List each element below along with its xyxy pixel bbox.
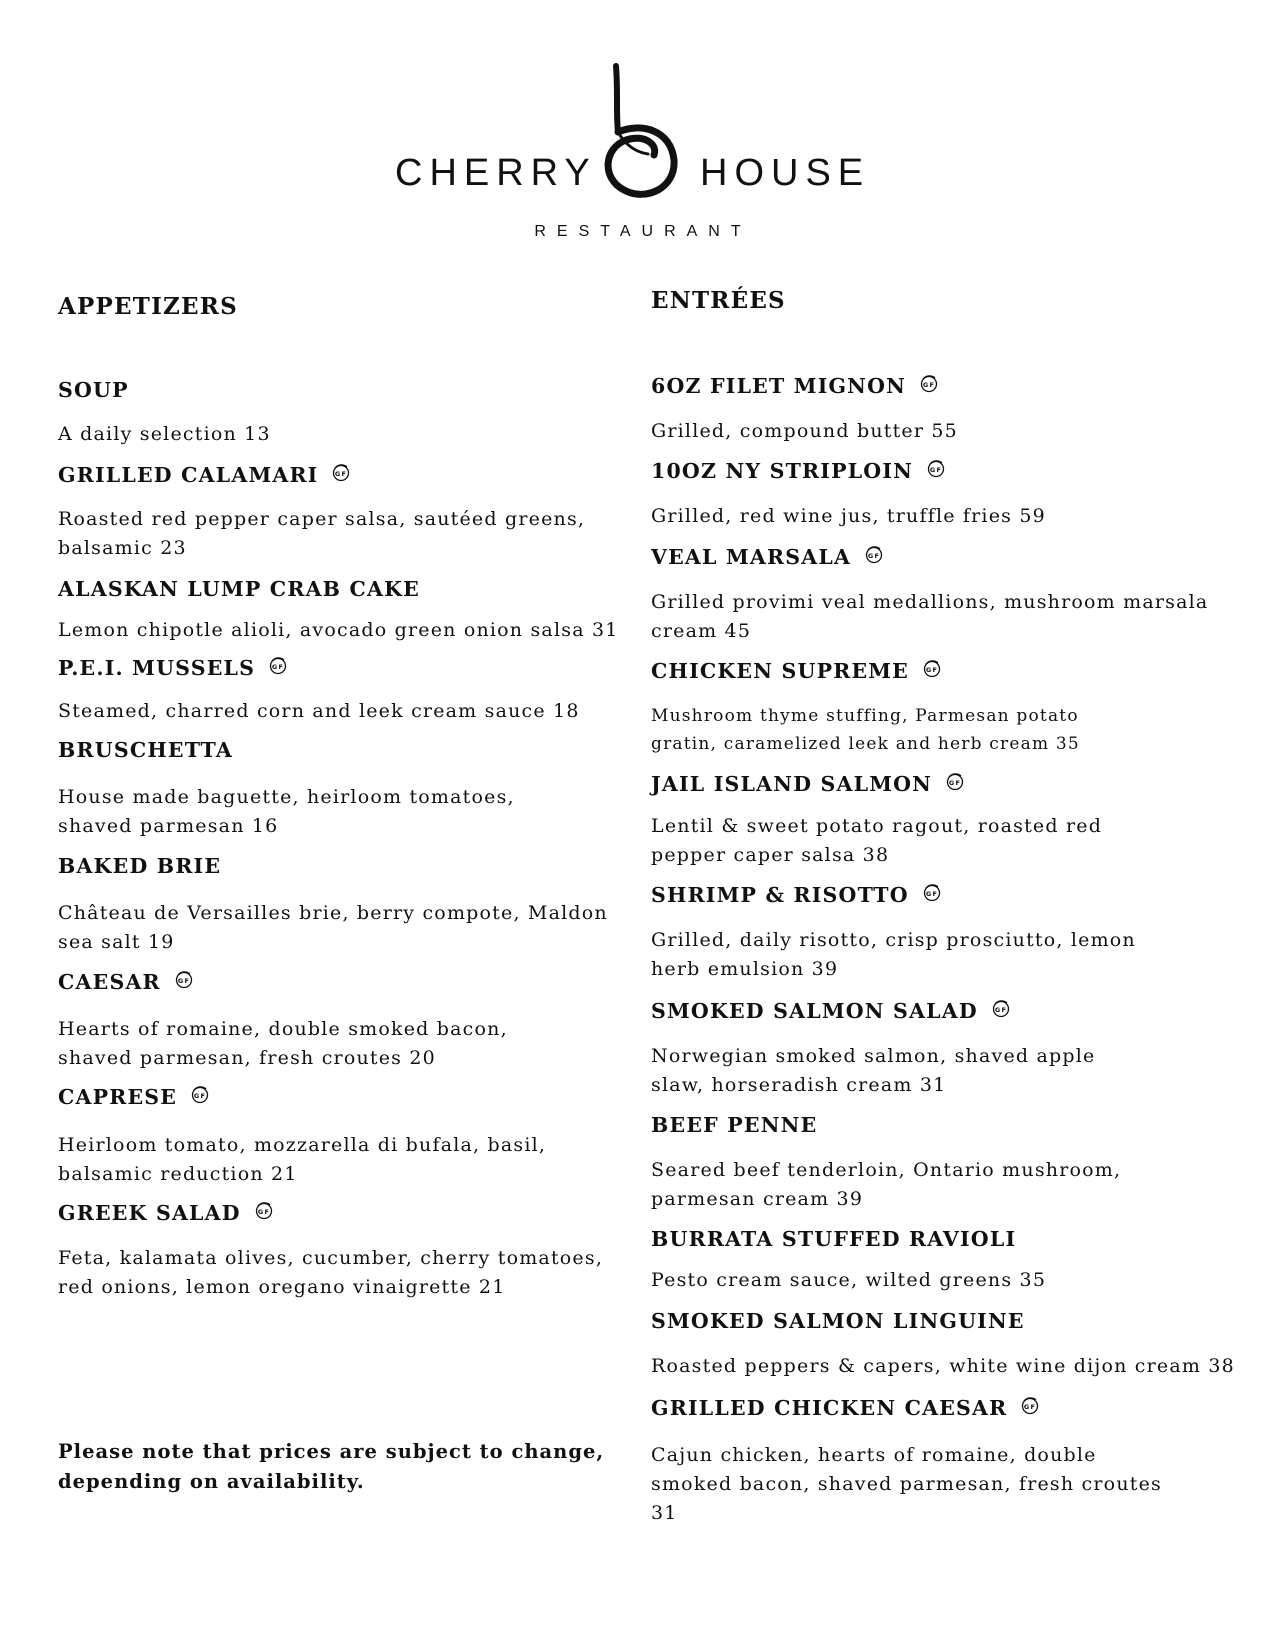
menu-item-desc: House made baguette, heirloom tomatoes, shaved parmesan 16: [58, 786, 515, 837]
svg-text:GF: GF: [930, 466, 943, 474]
menu-item-name: 10OZ NY STRIPLOIN GF: [651, 459, 946, 483]
svg-text:GF: GF: [925, 890, 938, 898]
menu-item-name: ALASKAN LUMP CRAB CAKE: [58, 577, 420, 601]
menu-item-desc: Hearts of romaine, double smoked bacon, shaved parmesan, fresh croutes 20: [58, 1018, 508, 1069]
logo-subtitle: RESTAURANT: [534, 223, 752, 240]
menu-item-name: GRILLED CALAMARI GF: [58, 463, 351, 487]
gluten-free-icon: [922, 658, 942, 678]
menu-item-name: SMOKED SALMON SALAD GF: [651, 999, 1011, 1023]
menu-item-desc: Cajun chicken, hearts of romaine, double smoked bacon, shaved parmesan, fresh croutes 31: [651, 1444, 1162, 1524]
restaurant-logo: [0, 60, 1275, 250]
gluten-free-icon: [991, 998, 1011, 1018]
svg-text:GF: GF: [925, 666, 939, 674]
menu-item-desc: Mushroom thyme stuffing, Parmesan potato gratin, caramelized leek and herb cream 35: [651, 706, 1080, 754]
svg-text:GF: GF: [257, 1208, 270, 1216]
gluten-free-icon: [945, 771, 965, 791]
menu-item-desc: Grilled, compound butter 55: [651, 420, 958, 442]
menu-item-desc: Norwegian smoked salmon, shaved apple slaw, horseradish cream 31: [651, 1045, 1096, 1096]
svg-text:GF: GF: [177, 977, 190, 985]
menu-item-desc: Steamed, charred corn and leek cream sauce 18: [58, 700, 580, 722]
gluten-free-icon: [331, 462, 351, 482]
svg-text:GF: GF: [1024, 1403, 1037, 1411]
menu-item-name: BRUSCHETTA: [58, 738, 233, 762]
gluten-free-icon: [254, 1200, 274, 1220]
svg-text:GF: GF: [194, 1092, 207, 1100]
gluten-free-icon: [190, 1084, 210, 1104]
gluten-free-icon: [919, 373, 939, 393]
menu-item-name: CHICKEN SUPREME GF: [651, 659, 942, 683]
menu-item-desc: Lemon chipotle alioli, avocado green onion salsa 31: [58, 619, 619, 641]
menu-item-name: CAPRESE GF: [58, 1085, 210, 1109]
svg-text:GF: GF: [949, 779, 962, 787]
logo-name-left: CHERRY: [395, 152, 597, 194]
svg-text:GF: GF: [994, 1006, 1007, 1014]
gluten-free-icon: [922, 882, 942, 902]
svg-text:GF: GF: [923, 381, 936, 389]
menu-item-desc: Château de Versailles brie, berry compote, Maldon sea salt 19: [58, 902, 608, 953]
menu-item-desc: Roasted red pepper caper salsa, sautéed greens, balsamic 23: [58, 508, 586, 559]
menu-item-name: BURRATA STUFFED RAVIOLI: [651, 1227, 1017, 1251]
menu-item-name: GRILLED CHICKEN CAESAR GF: [651, 1396, 1040, 1420]
menu-item-name: SHRIMP & RISOTTO GF: [651, 883, 942, 907]
menu-item-name: BEEF PENNE: [651, 1113, 818, 1137]
gluten-free-icon: [864, 544, 884, 564]
svg-text:GF: GF: [272, 663, 285, 671]
menu-item-name: P.E.I. MUSSELS GF: [58, 656, 288, 680]
menu-item-name: JAIL ISLAND SALMON GF: [651, 772, 965, 796]
menu-item-name: GREEK SALAD GF: [58, 1201, 274, 1225]
gluten-free-icon: [268, 655, 288, 675]
menu-item-desc: Grilled provimi veal medallions, mushroom marsala cream 45: [651, 591, 1209, 642]
menu-item-desc: Roasted peppers & capers, white wine dijon cream 38: [651, 1355, 1235, 1377]
cherry-fork-icon: [596, 60, 706, 210]
menu-item-desc: Lentil & sweet potato ragout, roasted red pepper caper salsa 38: [651, 815, 1103, 866]
menu-item-desc: Seared beef tenderloin, Ontario mushroom, parmesan cream 39: [651, 1159, 1122, 1210]
menu-item-name: 6OZ FILET MIGNON GF: [651, 374, 939, 398]
menu-item-desc: Heirloom tomato, mozzarella di bufala, basil, balsamic reduction 21: [58, 1134, 547, 1185]
appetizers-title: APPETIZERS: [58, 293, 238, 320]
logo-name-right: HOUSE: [700, 152, 871, 194]
menu-item-name: BAKED BRIE: [58, 854, 222, 878]
svg-text:GF: GF: [335, 470, 348, 478]
entrees-title: ENTRÉES: [651, 287, 786, 314]
menu-item-desc: Grilled, daily risotto, crisp prosciutto, lemon herb emulsion 39: [651, 929, 1136, 980]
menu-item-desc: Feta, kalamata olives, cucumber, cherry tomatoes, red onions, lemon oregano vinaigrette 21: [58, 1247, 604, 1298]
menu-item-desc: Grilled, red wine jus, truffle fries 59: [651, 505, 1046, 527]
menu-item-name: SOUP: [58, 378, 129, 402]
menu-item-name: CAESAR GF: [58, 970, 194, 994]
menu-item-desc: A daily selection 13: [58, 423, 271, 445]
gluten-free-icon: [926, 458, 946, 478]
menu-item-name: SMOKED SALMON LINGUINE: [651, 1309, 1025, 1333]
svg-text:GF: GF: [867, 552, 881, 560]
gluten-free-icon: [1020, 1395, 1040, 1415]
gluten-free-icon: [174, 969, 194, 989]
price-note: Please note that prices are subject to change, depending on availability.: [58, 1440, 605, 1493]
menu-item-desc: Pesto cream sauce, wilted greens 35: [651, 1269, 1047, 1291]
menu-item-name: VEAL MARSALA GF: [651, 545, 884, 569]
